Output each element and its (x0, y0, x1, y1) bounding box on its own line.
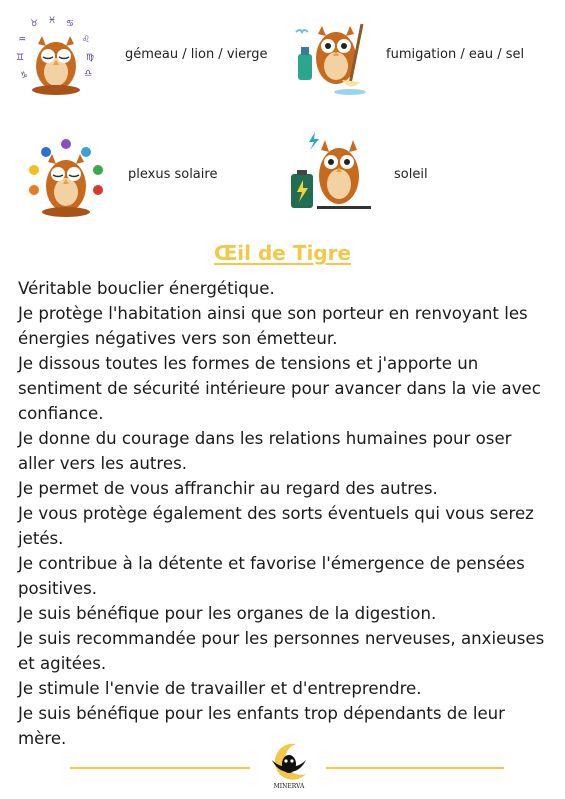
description-paragraph: Je dissous toutes les formes de tensions et j'apporte un sentiment de sécurité intérieure pour avancer dans la vie avec confiance. (18, 354, 541, 423)
description-paragraph: Je stimule l'envie de travailler et d'entreprendre. (18, 679, 422, 698)
battery-owl-icon (287, 130, 371, 214)
description-text (18, 276, 548, 751)
svg-text:♉: ♉ (30, 19, 39, 29)
description-paragraph: Je suis recommandée pour les personnes nerveuses, anxieuses et agitées. (18, 629, 545, 673)
footer-divider-left (70, 767, 250, 769)
svg-text:♒: ♒ (18, 35, 27, 45)
association-label: plexus solaire (128, 167, 218, 182)
svg-text:♍: ♍ (86, 53, 95, 63)
description-paragraph: Je permet de vous affranchir au regard des autres. (18, 479, 438, 498)
description-paragraph: Véritable bouclier énergétique. (18, 279, 275, 298)
association-label: soleil (394, 167, 428, 182)
svg-text:♑: ♑ (20, 71, 29, 81)
description-paragraph: Je donne du courage dans les relations humaines pour oser aller vers les autres. (18, 429, 512, 473)
description-paragraph: Je suis bénéfique pour les organes de la digestion. (18, 604, 437, 623)
svg-text:MINERVA: MINERVA (273, 783, 305, 790)
chakra-owl-icon (24, 136, 108, 220)
svg-text:♊: ♊ (16, 53, 25, 63)
minerva-logo (266, 740, 312, 792)
svg-text:♌: ♌ (82, 35, 91, 45)
description-paragraph: Je contribue à la détente et favorise l'émergence de pensées positives. (18, 554, 525, 598)
stone-title: Œil de Tigre (213, 241, 352, 265)
footer-divider-right (326, 767, 504, 769)
svg-text:♓: ♓ (48, 16, 57, 26)
description-paragraph: Je suis bénéfique pour les enfants trop dépendants de leur mère. (18, 704, 505, 748)
description-paragraph: Je protège l'habitation ainsi que son porteur en renvoyant les énergies négatives vers son émetteur. (18, 304, 528, 348)
association-label: gémeau / lion / vierge (125, 47, 268, 62)
svg-text:♎: ♎ (84, 69, 93, 79)
zodiac-owl-icon (14, 14, 98, 98)
description-paragraph: Je vous protège également des sorts éventuels qui vous serez jetés. (18, 504, 534, 548)
cleaning-owl-icon (288, 14, 372, 98)
svg-text:♋: ♋ (66, 19, 75, 29)
association-label: fumigation / eau / sel (386, 47, 525, 62)
